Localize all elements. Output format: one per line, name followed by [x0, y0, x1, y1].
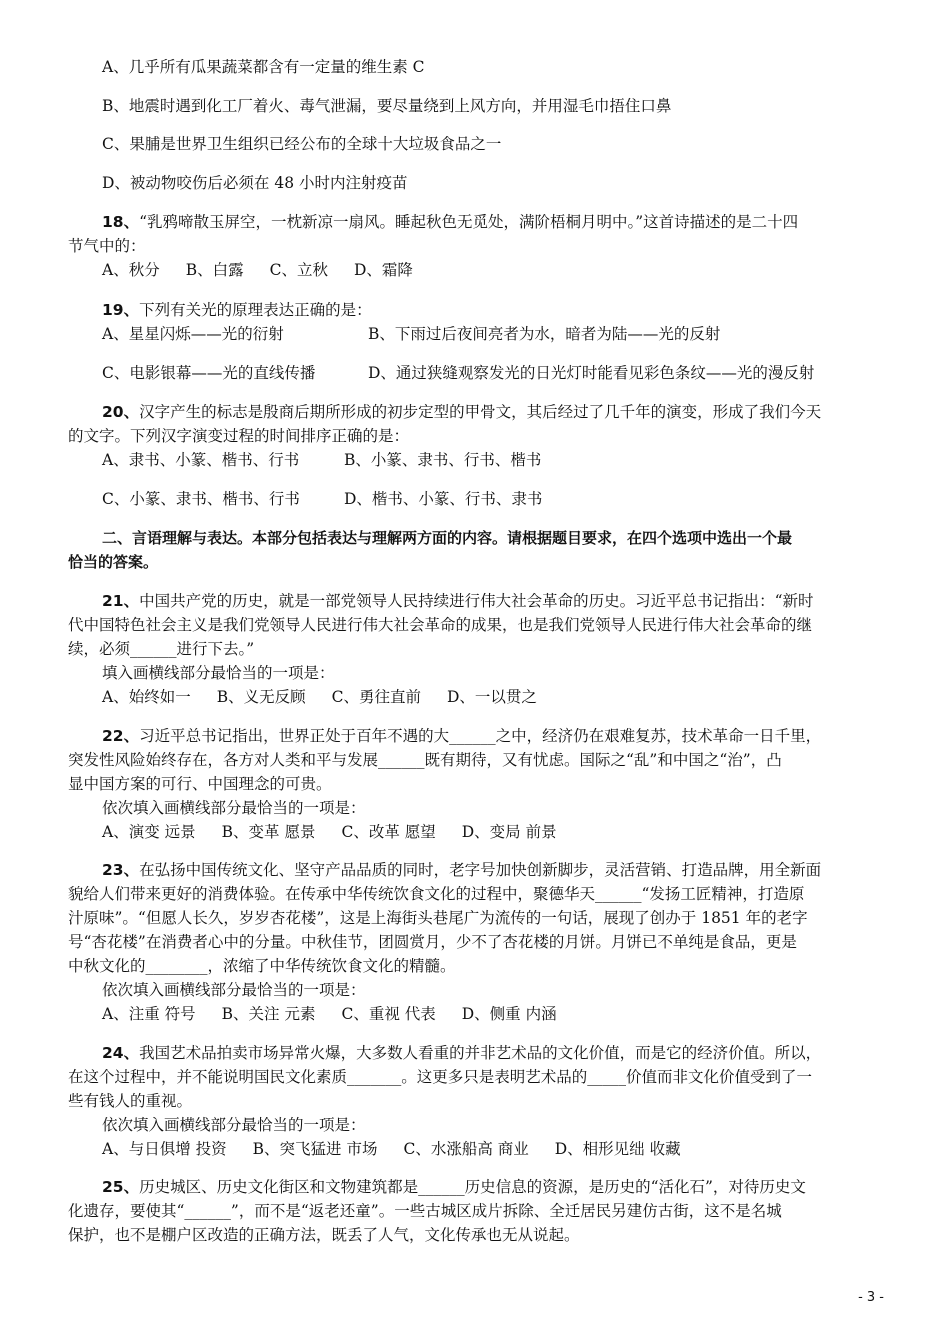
- q23-stem: [102, 859, 821, 881]
- q22-option-a: A、演变 远景: [102, 823, 196, 841]
- q18-stem-line1: “乳鸦啼散玉屏空，一枕新凉一扇风。睡起秋色无觅处，满阶梧桐月明中。”这首诗描述的是二十四: [139, 213, 799, 231]
- q21-option-c: C、勇往直前: [331, 688, 421, 706]
- q19-stem-text: 下列有关光的原理表达正确的是：: [139, 301, 372, 319]
- q25-number: 25、: [102, 1178, 140, 1196]
- q22-stem-line1: 习近平总书记指出，世界正处于百年不遇的大______之中，经济仍在艰难复苏，技术革命一日千里，: [139, 727, 822, 745]
- q19-option-a: A、星星闪烁——光的衍射: [102, 325, 284, 343]
- q21-prompt: 填入画横线部分最恰当的一项是：: [102, 664, 335, 682]
- q24-stem-line1: 我国艺术品拍卖市场异常火爆，大多数人看重的并非艺术品的文化价值，而是它的经济价值。所以，: [139, 1044, 822, 1062]
- q24-stem-line2: 在这个过程中，并不能说明国民文化素质_______。这更多只是表明艺术品的_____价值而非文化价值受到了一: [68, 1068, 813, 1086]
- q22-number: 22、: [102, 727, 140, 745]
- q20-stem-line2: 的文字。下列汉字演变过程的时间排序正确的是：: [68, 427, 410, 445]
- q18-option-b: B、白露: [185, 261, 244, 279]
- q21-stem: [102, 590, 814, 612]
- q23-stem-line5: 中秋文化的________，浓缩了中华传统饮食文化的精髓。: [68, 957, 456, 975]
- q18-option-d: D、霜降: [353, 261, 413, 279]
- q22-stem-line2: 突发性风险始终存在，各方对人类和平与发展______既有期待，又有忧虑。国际之“乱”和中国之“治”，凸: [68, 751, 782, 769]
- q21-option-d: D、一以贯之: [446, 688, 537, 706]
- q19-option-d: D、通过狭缝观察发光的日光灯时能看见彩色条纹——光的漫反射: [368, 364, 815, 382]
- q21-stem-line3: 续，必须______进行下去。”: [68, 640, 255, 658]
- q23-stem-line3: 汁原味”。“但愿人长久，岁岁杏花楼”，这是上海街头巷尾广为流传的一句话，展现了创办于 1851 年的老字: [68, 909, 808, 927]
- q18-stem: [102, 211, 798, 233]
- q19-stem: [102, 299, 372, 321]
- q24-stem-line3: 些有钱人的重视。: [68, 1092, 193, 1110]
- q19-option-c: C、电影银幕——光的直线传播: [102, 364, 316, 382]
- q24-stem: [102, 1042, 821, 1064]
- q22-prompt: 依次填入画横线部分最恰当的一项是：: [102, 799, 366, 817]
- q21-stem-line2: 代中国特色社会主义是我们党领导人民进行伟大社会革命的成果，也是我们党领导人民进行伟大社会革命的继: [68, 616, 813, 634]
- q25-stem-line2: 化遗存，要使其“______”，而不是“返老还童”。一些古城区成片拆除、全迁居民另建仿古街，这不是名城: [68, 1202, 782, 1220]
- q24-options: [102, 1138, 707, 1160]
- q22-stem: [102, 725, 821, 747]
- q23-number: 23、: [102, 861, 140, 879]
- q24-number: 24、: [102, 1044, 140, 1062]
- q20-option-c: C、小篆、隶书、楷书、行书: [102, 490, 300, 508]
- q22-option-b: B、变革 愿景: [221, 823, 316, 841]
- q17-option-b: B、地震时遇到化工厂着火、毒气泄漏，要尽量绕到上风方向，并用湿毛巾捂住口鼻: [102, 97, 672, 115]
- section-heading-line1: 二、言语理解与表达。本部分包括表达与理解两方面的内容。请根据题目要求，在四个选项中选出一个最: [102, 529, 793, 547]
- q24-option-a: A、与日俱增 投资: [102, 1140, 227, 1158]
- q23-stem-line4: 号“杏花楼”在消费者心中的分量。中秋佳节，团圆赏月，少不了杏花楼的月饼。月饼已不单纯是食品，更是: [68, 933, 797, 951]
- q23-options: [102, 1003, 583, 1025]
- q25-stem-line1: 历史城区、历史文化街区和文物建筑都是______历史信息的资源，是历史的“活化石”，对待历史文: [139, 1178, 806, 1196]
- q22-option-d: D、变局 前景: [461, 823, 557, 841]
- q24-option-d: D、相形见绌 收藏: [554, 1140, 681, 1158]
- q21-option-b: B、义无反顾: [216, 688, 306, 706]
- q21-number: 21、: [102, 592, 140, 610]
- q23-option-c: C、重视 代表: [341, 1005, 436, 1023]
- q21-option-a: A、始终如一: [102, 688, 191, 706]
- q19-number: 19、: [102, 301, 140, 319]
- q22-options: [102, 821, 583, 843]
- q17-option-d: D、被动物咬伤后必须在 48 小时内注射疫苗: [102, 174, 408, 192]
- q23-option-a: A、注重 符号: [102, 1005, 196, 1023]
- q18-options: [102, 259, 439, 281]
- q20-number: 20、: [102, 403, 140, 421]
- q24-option-c: C、水涨船高 商业: [403, 1140, 529, 1158]
- q21-options: [102, 686, 563, 708]
- q20-stem: [102, 401, 821, 423]
- q25-stem: [102, 1176, 806, 1198]
- q18-option-a: A、秋分: [102, 261, 160, 279]
- q23-option-b: B、关注 元素: [221, 1005, 316, 1023]
- q23-prompt: 依次填入画横线部分最恰当的一项是：: [102, 981, 366, 999]
- q24-option-b: B、突飞猛进 市场: [252, 1140, 378, 1158]
- q22-option-c: C、改革 愿望: [341, 823, 436, 841]
- q20-option-d: D、楷书、小篆、行书、隶书: [344, 490, 543, 508]
- q18-number: 18、: [102, 213, 140, 231]
- q21-stem-line1: 中国共产党的历史，就是一部党领导人民持续进行伟大社会革命的历史。习近平总书记指出：“新时: [139, 592, 814, 610]
- q20-stem-line1: 汉字产生的标志是殷商后期所形成的初步定型的甲骨文，其后经过了几千年的演变，形成了我们今天: [139, 403, 822, 421]
- q18-stem-line2: 节气中的：: [68, 237, 146, 255]
- q23-stem-line1: 在弘扬中国传统文化、坚守产品品质的同时，老字号加快创新脚步，灵活营销、打造品牌，用全新面: [139, 861, 822, 879]
- q20-option-b: B、小篆、隶书、行书、楷书: [344, 451, 542, 469]
- q18-option-c: C、立秋: [269, 261, 328, 279]
- q22-stem-line3: 显中国方案的可行、中国理念的可贵。: [68, 775, 332, 793]
- q17-option-a: A、几乎所有瓜果蔬菜都含有一定量的维生素 C: [102, 58, 425, 76]
- q23-stem-line2: 貌给人们带来更好的消费体验。在传承中华传统饮食文化的过程中，聚德华天______“发扬工匠精神，打造原: [68, 885, 805, 903]
- q23-option-d: D、侧重 内涵: [461, 1005, 557, 1023]
- q24-prompt: 依次填入画横线部分最恰当的一项是：: [102, 1116, 366, 1134]
- page-number: - 3 -: [858, 1290, 884, 1305]
- section-heading-line2: 恰当的答案。: [68, 553, 159, 571]
- q20-option-a: A、隶书、小篆、楷书、行书: [102, 451, 300, 469]
- q17-option-c: C、果脯是世界卫生组织已经公布的全球十大垃圾食品之一: [102, 135, 502, 153]
- q25-stem-line3: 保护，也不是棚户区改造的正确方法，既丢了人气，文化传承也无从说起。: [68, 1226, 580, 1244]
- q19-option-b: B、下雨过后夜间亮者为水，暗者为陆——光的反射: [368, 325, 721, 343]
